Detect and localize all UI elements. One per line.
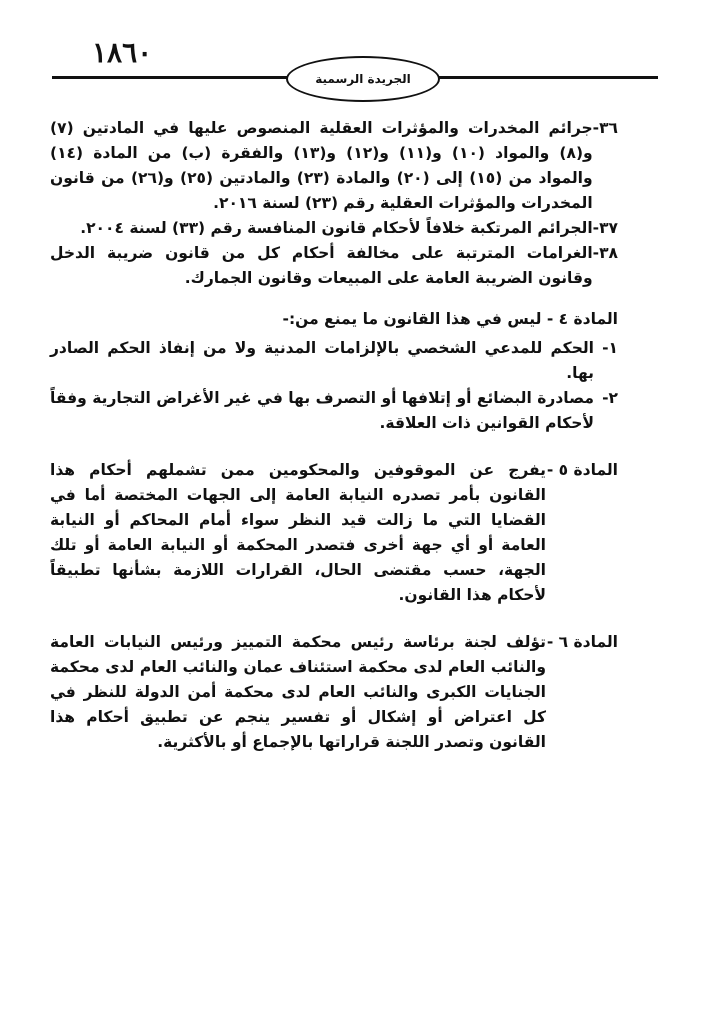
- article-text: يفرج عن الموقوفين والمحكومين ممن تشملهم أحكام هذا القانون بأمر تصدره النيابة العامة إلى الجهات المختصة أما في القضايا التي ما زالت قيد النظر سواء أمام المحاكم أو النيابة العامة أو أي جهة أخرى فتصدر المحكمة أو النيابة العامة أو تلك الجهة، حسب مقتضى الحال، القرارات اللازمة بشأنها تطبيقاً لأحكام هذا القانون.: [50, 461, 546, 604]
- items-36-38: [50, 116, 618, 291]
- list-item-38: [50, 241, 618, 291]
- article-4: [50, 307, 618, 436]
- article-label: المادة ٦ -: [546, 633, 618, 651]
- item-text: الغرامات المترتبة على مخالفة أحكام كل من قانون ضريبة الدخل وقانون الضريبة العامة على المبيعات وقانون الجمارك.: [50, 244, 593, 287]
- page-number: ١٨٦٠: [92, 36, 153, 69]
- item-text: مصادرة البضائع أو إتلافها أو التصرف بها في غير الأغراض التجارية وفقاً لأحكام القوانين ذات العلاقة.: [50, 389, 594, 432]
- item-number: ٣٨-: [592, 244, 618, 262]
- article-intro: ليس في هذا القانون ما يمنع من:-: [282, 310, 542, 328]
- list-item-37: [50, 216, 618, 241]
- article-label: المادة ٥ -: [546, 461, 618, 479]
- item-text: الحكم للمدعي الشخصي بالإلزامات المدنية ولا من إنفاذ الحكم الصادر بها.: [50, 339, 594, 382]
- item-number: ١-: [602, 339, 618, 357]
- item-number: ٣٦-: [592, 119, 618, 137]
- item-number: ٣٧-: [592, 219, 618, 237]
- document-body: [50, 116, 618, 755]
- gazette-title: الجريدة الرسمية: [315, 72, 411, 86]
- item-number: ٢-: [602, 389, 618, 407]
- article-4-item-2: [50, 386, 618, 436]
- article-text: تؤلف لجنة برئاسة رئيس محكمة التمييز ورئيس النيابات العامة والنائب العام لدى محكمة استئناف عمان والنائب العام لدى محكمة الجنايات الكبرى والنائب العام لدى محكمة أمن الدولة للنظر في كل اعتراض أو إشكال أو تفسير ينجم عن تطبيق أحكام هذا القانون وتصدر اللجنة قراراتها بالإجماع أو بالأكثرية.: [50, 633, 546, 751]
- item-text: الجرائم المرتكبة خلافاً لأحكام قانون المنافسة رقم (٣٣) لسنة ٢٠٠٤.: [80, 219, 593, 237]
- article-5: [50, 458, 618, 608]
- header-oval: [286, 56, 440, 102]
- article-4-item-1: [50, 336, 618, 386]
- item-text: جرائم المخدرات والمؤثرات العقلية المنصوص عليها في المادتين (٧) و(٨) والمواد (١٠) و(١١) و(١٢) و(١٣) والفقرة (ب) من المادة (١٤) والمواد من (١٥) إلى (٢٠) والمادة (٢٣) والمادتين (٢٥) و(٢٦) من قانون المخدرات والمؤثرات العقلية رقم (٢٣) لسنة ٢٠١٦.: [50, 119, 593, 212]
- article-label: المادة ٤ -: [546, 310, 618, 328]
- list-item-36: [50, 116, 618, 216]
- article-6: [50, 630, 618, 755]
